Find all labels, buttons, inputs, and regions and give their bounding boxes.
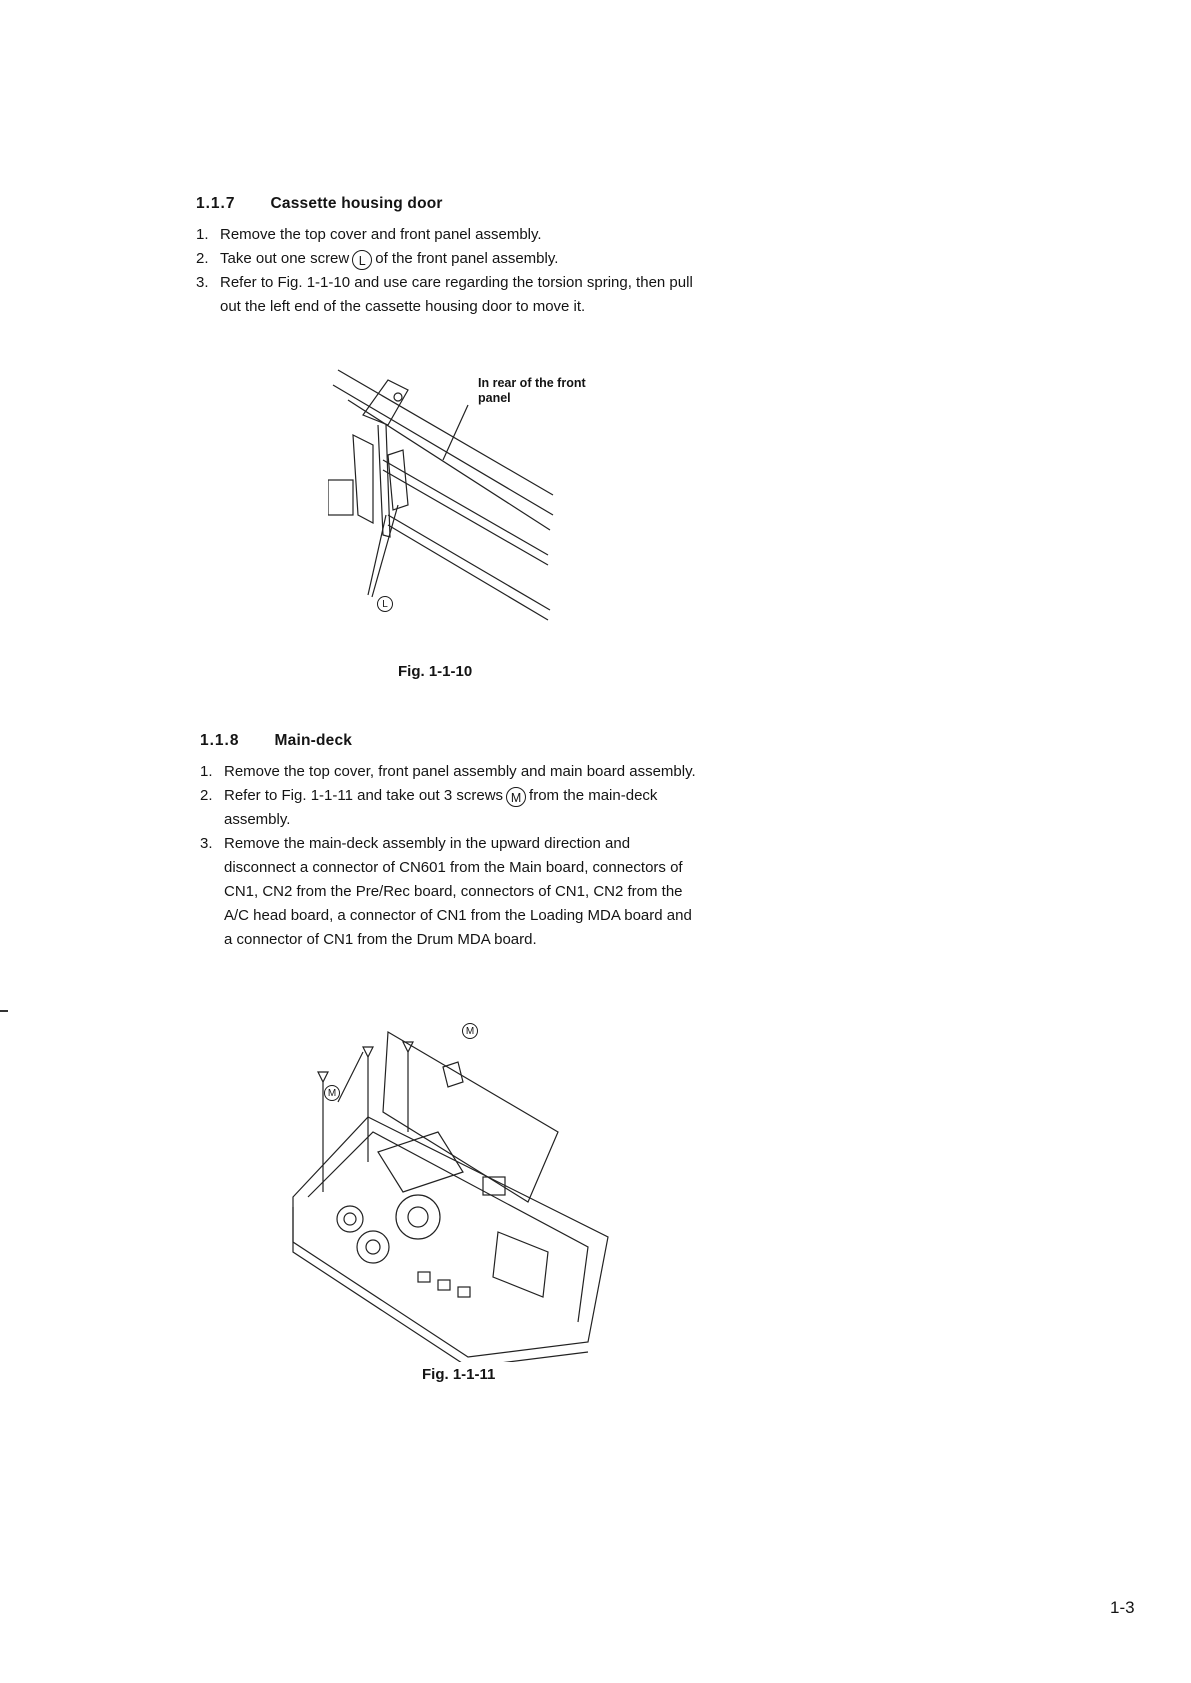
section-heading bbox=[200, 732, 700, 750]
screw-marker-m: M bbox=[506, 787, 526, 807]
page-number: 1-3 bbox=[1110, 1598, 1135, 1617]
screw-marker-m-figure: M bbox=[462, 1023, 478, 1039]
step-item bbox=[196, 223, 696, 247]
step-list bbox=[196, 223, 696, 319]
section-number: 1.1.8 bbox=[200, 732, 240, 749]
step-text: Remove the top cover and front panel assembly. bbox=[220, 226, 542, 243]
section-title: Cassette housing door bbox=[270, 195, 443, 212]
step-number: 3. bbox=[200, 835, 213, 852]
screw-marker-l: L bbox=[352, 250, 372, 270]
screw-marker-l-figure: L bbox=[377, 596, 393, 612]
step-number: 1. bbox=[200, 763, 213, 780]
figure-caption: Fig. 1-1-11 bbox=[422, 1366, 496, 1383]
step-item bbox=[200, 784, 700, 832]
step-item bbox=[196, 247, 696, 271]
section-main-deck bbox=[200, 732, 700, 952]
step-text: Refer to Fig. 1-1-10 and use care regarding the torsion spring, then pull out the left end of the cassette housing door to move it. bbox=[220, 274, 693, 315]
step-number: 1. bbox=[196, 226, 209, 243]
step-list bbox=[200, 760, 700, 952]
figure-caption: Fig. 1-1-10 bbox=[398, 663, 473, 680]
section-cassette-housing-door bbox=[196, 195, 696, 319]
section-title: Main-deck bbox=[274, 732, 353, 749]
screw-marker-m-figure: M bbox=[324, 1085, 340, 1101]
step-text: of the front panel assembly. bbox=[375, 250, 559, 267]
step-item bbox=[200, 760, 700, 784]
step-text: Refer to Fig. 1-1-11 and take out 3 screws bbox=[224, 787, 504, 804]
step-text: from the main-deck assembly. bbox=[224, 787, 658, 828]
figure-callout: In rear of the front panel bbox=[478, 376, 586, 405]
step-item bbox=[196, 271, 696, 319]
figure-main-deck-drawing bbox=[288, 1022, 643, 1362]
step-number: 2. bbox=[200, 787, 213, 804]
section-heading bbox=[196, 195, 696, 213]
section-number: 1.1.7 bbox=[196, 195, 236, 212]
edge-mark bbox=[0, 1010, 8, 1012]
step-text: Remove the main-deck assembly in the upward direction and disconnect a connector of CN601 from the Main board, connectors of CN1, CN2 from the Pre/Rec board, connectors of CN1, CN2 from the A/C head board, a connector of CN1 from the Loading MDA board and a connector of CN1 from the Drum MDA board. bbox=[224, 835, 692, 948]
step-item bbox=[200, 832, 700, 952]
step-number: 3. bbox=[196, 274, 209, 291]
step-text: Remove the top cover, front panel assembly and main board assembly. bbox=[224, 763, 696, 780]
step-number: 2. bbox=[196, 250, 209, 267]
step-text: Take out one screw bbox=[220, 250, 350, 267]
